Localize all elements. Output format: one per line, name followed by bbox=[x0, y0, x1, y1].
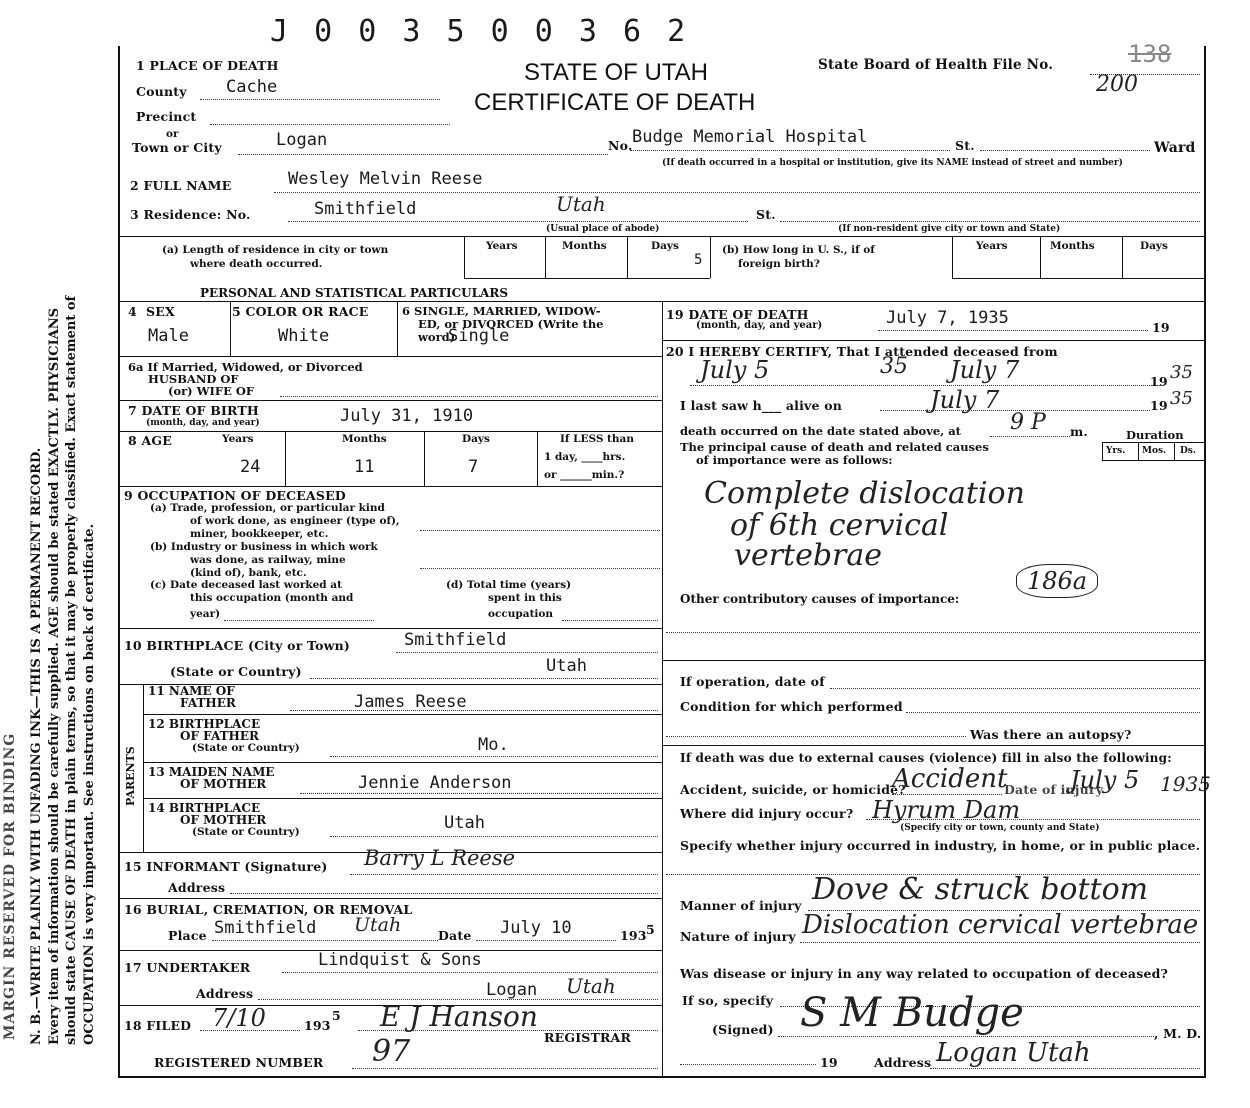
residence-st-label: St. bbox=[756, 207, 776, 222]
occupation-c: (c) Date deceased last worked at bbox=[150, 579, 342, 591]
attended-to-year: 35 bbox=[1170, 362, 1193, 383]
undertaker-address-state: Utah bbox=[566, 974, 616, 998]
dob-value: July 31, 1910 bbox=[340, 406, 474, 426]
certify-label: 20 I HEREBY CERTIFY, That I attended deceased from bbox=[666, 344, 1058, 359]
certificate-title: CERTIFICATE OF DEATH bbox=[474, 89, 756, 116]
attend-year-prefix: 19 bbox=[1150, 374, 1168, 389]
street-label: St. bbox=[955, 138, 975, 153]
burial-label: 16 BURIAL, CREMATION, OR REMOVAL bbox=[124, 902, 413, 917]
mother-birthplace-label-3: (State or Country) bbox=[192, 826, 300, 838]
registrar-signature: E J Hanson bbox=[380, 1000, 538, 1033]
nature-value: Dislocation cervical vertebrae bbox=[802, 910, 1199, 940]
town-value: Logan bbox=[276, 130, 328, 150]
abode-note: (Usual place of abode) bbox=[546, 224, 660, 234]
duration-yrs: Yrs. bbox=[1106, 446, 1126, 456]
registered-number-label: REGISTERED NUMBER bbox=[154, 1055, 324, 1070]
physician-signature: S M Budge bbox=[800, 990, 1024, 1036]
birthplace-value: Smithfield bbox=[404, 630, 507, 650]
undertaker-address-label: Address bbox=[196, 986, 254, 1001]
occupation-b-2: was done, as railway, mine bbox=[190, 554, 346, 566]
occupation-b: (b) Industry or business in which work bbox=[150, 541, 378, 553]
accident-label: Accident, suicide, or homicide? bbox=[680, 782, 906, 797]
file-number-label: State Board of Health File No. bbox=[818, 57, 1054, 73]
ward-label: Ward bbox=[1154, 140, 1196, 156]
occupation-c-3: year) bbox=[190, 608, 221, 620]
certificate-serial: J 0 0 3 5 0 0 3 6 2 bbox=[270, 14, 690, 49]
us-residence-label-2: foreign birth? bbox=[738, 258, 820, 270]
date-of-death: July 7, 1935 bbox=[886, 308, 1009, 328]
res-days-header: Days bbox=[651, 240, 679, 252]
manner-label: Manner of injury bbox=[680, 898, 802, 913]
informant-signature: Barry L Reese bbox=[364, 846, 516, 870]
file-number: 200 bbox=[1096, 72, 1138, 97]
age-months-header: Months bbox=[342, 433, 387, 445]
mother-birthplace: Utah bbox=[444, 813, 485, 833]
cause-line-3: vertebrae bbox=[734, 538, 883, 573]
father-birthplace-label-2: OF FATHER bbox=[180, 729, 260, 743]
occupation-b-3: (kind of), bank, etc. bbox=[190, 567, 307, 579]
birthplace-state-label: (State or Country) bbox=[170, 664, 302, 679]
us-months-header: Months bbox=[1050, 240, 1095, 252]
precinct-label: Precinct bbox=[136, 109, 197, 124]
informant-label: 15 INFORMANT (Signature) bbox=[124, 859, 328, 874]
occupation-a-3: miner, bookkeeper, etc. bbox=[190, 528, 329, 540]
burial-year-suffix: 5 bbox=[646, 922, 655, 937]
mother-birthplace-label-2: OF MOTHER bbox=[180, 813, 267, 827]
signed-year-prefix: 19 bbox=[820, 1055, 838, 1070]
residence-value: Smithfield bbox=[314, 199, 417, 219]
marital-value: Single bbox=[448, 326, 510, 346]
length-of-residence-label-2: where death occurred. bbox=[190, 258, 323, 270]
death-time-m: m. bbox=[1070, 424, 1088, 439]
undertaker-address: Logan bbox=[486, 980, 538, 1000]
husband-of-label: HUSBAND OF bbox=[148, 372, 239, 386]
us-years-header: Years bbox=[976, 240, 1008, 252]
sex-label: SEX bbox=[146, 304, 175, 319]
age-days-header: Days bbox=[462, 433, 490, 445]
binding-margin-note: MARGIN RESERVED FOR BINDING bbox=[2, 732, 18, 1040]
nonresident-note: (If non-resident give city or town and State) bbox=[838, 224, 1061, 234]
md-label: , M. D. bbox=[1154, 1026, 1202, 1041]
res-days-value: 5 bbox=[694, 252, 703, 268]
occupation-a: (a) Trade, profession, or particular kind bbox=[150, 502, 385, 514]
cause-line-2: of 6th cervical bbox=[730, 508, 949, 543]
filed-year-prefix: 193 bbox=[304, 1018, 331, 1033]
nature-label: Nature of injury bbox=[680, 929, 796, 944]
birthplace-label: 10 BIRTHPLACE (City or Town) bbox=[124, 638, 350, 653]
where-injury-label: Where did injury occur? bbox=[680, 806, 854, 821]
occupation-related-label: Was disease or injury in any way related to occupation of deceased? bbox=[680, 966, 1169, 981]
accident-value: Accident bbox=[892, 764, 1008, 794]
signed-label: (Signed) bbox=[712, 1022, 774, 1037]
father-name-label-2: FATHER bbox=[180, 696, 236, 710]
occupation-d-3: occupation bbox=[488, 608, 554, 620]
date-of-injury-label: Date of injury bbox=[1004, 782, 1104, 797]
duration-header: Duration bbox=[1126, 428, 1184, 442]
color-label: 5 COLOR OR RACE bbox=[232, 304, 369, 319]
marital-label: 6 SINGLE, MARRIED, WIDOW- bbox=[402, 304, 601, 318]
contributory-label: Other contributory causes of importance: bbox=[680, 592, 960, 606]
date-of-injury-year: 1935 bbox=[1160, 772, 1211, 796]
burial-place-label: Place bbox=[168, 928, 207, 943]
mother-name-label: 13 MAIDEN NAME bbox=[148, 765, 275, 779]
autopsy-label: Was there an autopsy? bbox=[970, 727, 1132, 742]
date-of-death-sub: (month, day, and year) bbox=[696, 320, 823, 331]
cause-label: The principal cause of death and related causes bbox=[680, 440, 989, 454]
external-causes-intro: If death was due to external causes (violence) fill in also the following: bbox=[680, 751, 1172, 765]
attended-from-year: 35 bbox=[880, 354, 908, 379]
marital-label-3: word) bbox=[418, 330, 456, 344]
dob-label: 7 DATE OF BIRTH bbox=[128, 403, 259, 418]
date-of-injury: July 5 bbox=[1070, 766, 1140, 794]
occupation-c-2: this occupation (month and bbox=[190, 592, 354, 604]
occupation-d: (d) Total time (years) bbox=[446, 579, 572, 591]
age-years: 24 bbox=[240, 457, 261, 477]
attended-to: July 7 bbox=[950, 356, 1020, 384]
street-number-label: No. bbox=[608, 138, 633, 153]
sex-value: Male bbox=[148, 326, 189, 346]
less-than-label: If LESS than bbox=[560, 433, 634, 445]
town-label: Town or City bbox=[132, 140, 222, 155]
marital-label-2: ED, or DIVORCED (Write the bbox=[418, 317, 604, 331]
father-name: James Reese bbox=[354, 692, 467, 712]
cause-line-1: Complete dislocation bbox=[704, 476, 1025, 511]
county-value: Cache bbox=[226, 77, 278, 97]
residence-label: 3 Residence: No. bbox=[130, 207, 251, 222]
wife-of-label: (or) WIFE OF bbox=[168, 384, 255, 398]
father-name-label: 11 NAME OF bbox=[148, 684, 235, 698]
or-label: or bbox=[166, 128, 179, 140]
death-time: 9 P bbox=[1010, 410, 1046, 435]
residence-state-handwritten: Utah bbox=[556, 192, 606, 216]
informant-address-label: Address bbox=[168, 880, 226, 895]
attended-from: July 5 bbox=[700, 356, 770, 384]
mother-birthplace-label: 14 BIRTHPLACE bbox=[148, 801, 261, 815]
last-saw-year-prefix: 19 bbox=[1150, 398, 1168, 413]
filed-date: 7/10 bbox=[212, 1004, 266, 1032]
us-residence-label: (b) How long in U. S., if of bbox=[722, 244, 875, 256]
less-than-min: or ______min.? bbox=[544, 469, 625, 481]
less-than-hrs: 1 day, ____hrs. bbox=[544, 451, 626, 463]
length-of-residence-label: (a) Length of residence in city or town bbox=[162, 244, 389, 256]
father-birthplace-label: 12 BIRTHPLACE bbox=[148, 717, 261, 731]
burial-date-label: Date bbox=[438, 928, 472, 943]
personal-particulars-heading: PERSONAL AND STATISTICAL PARTICULARS bbox=[200, 286, 509, 300]
full-name-value: Wesley Melvin Reese bbox=[288, 169, 483, 189]
mother-name-label-2: OF MOTHER bbox=[180, 777, 267, 791]
county-label: County bbox=[136, 84, 187, 99]
file-number-struck: 138 bbox=[1128, 40, 1172, 68]
operation-label: If operation, date of bbox=[680, 674, 825, 689]
occupation-d-2: spent in this bbox=[488, 592, 562, 604]
sex-label-number: 4 bbox=[128, 304, 137, 319]
age-years-header: Years bbox=[222, 433, 254, 445]
burial-place-state: Utah bbox=[354, 914, 402, 936]
hospital-note: (If death occurred in a hospital or institution, give its NAME instead of street and number) bbox=[662, 158, 1123, 168]
margin-instruction-4: OCCUPATION is very important. See instructions on back of certificate. bbox=[82, 523, 97, 1045]
state-title: STATE OF UTAH bbox=[524, 59, 708, 86]
occupation-a-2: of work done, as engineer (type of), bbox=[190, 515, 400, 527]
date-of-death-label: 19 DATE OF DEATH bbox=[666, 307, 809, 322]
registrar-label: REGISTRAR bbox=[544, 1030, 632, 1045]
last-saw-year: 35 bbox=[1170, 388, 1193, 409]
place-of-death-heading: 1 PLACE OF DEATH bbox=[136, 58, 279, 73]
where-injury: Hyrum Dam bbox=[872, 796, 1021, 824]
cause-label-2: of importance were as follows: bbox=[696, 453, 893, 467]
physician-address-label: Address bbox=[874, 1055, 932, 1070]
margin-instruction-2: Every item of information should be carefully supplied. AGE should be stated EXACTLY. PHYSICIANS bbox=[47, 307, 62, 1045]
dob-sub-label: (month, day, and year) bbox=[146, 418, 260, 428]
last-saw-date: July 7 bbox=[930, 386, 1000, 414]
death-occurred-label: death occurred on the date stated above, at bbox=[680, 424, 961, 438]
filed-year-suffix: 5 bbox=[332, 1008, 341, 1023]
burial-date: July 10 bbox=[500, 918, 572, 938]
mother-name: Jennie Anderson bbox=[358, 773, 512, 793]
where-injury-note: (Specify city or town, county and State) bbox=[900, 823, 1100, 833]
spouse-label: 6a If Married, Widowed, or Divorced bbox=[128, 360, 363, 374]
margin-instruction-1: N. B.—WRITE PLAINLY WITH UNFADING INK—THIS IS A PERMANENT RECORD. bbox=[29, 447, 44, 1045]
full-name-label: 2 FULL NAME bbox=[130, 178, 232, 193]
father-birthplace-label-3: (State or Country) bbox=[192, 742, 300, 754]
age-days: 7 bbox=[468, 457, 479, 477]
cause-code: 186a bbox=[1016, 564, 1098, 598]
age-months: 11 bbox=[354, 457, 375, 477]
father-birthplace: Mo. bbox=[478, 735, 509, 755]
filed-label: 18 FILED bbox=[124, 1018, 192, 1033]
res-years-header: Years bbox=[486, 240, 518, 252]
duration-ds: Ds. bbox=[1180, 446, 1197, 456]
color-value: White bbox=[278, 326, 330, 346]
birthplace-state-value: Utah bbox=[546, 656, 587, 676]
condition-label: Condition for which performed bbox=[680, 699, 903, 714]
specify-injury-place-label: Specify whether injury occurred in industry, in home, or in public place. bbox=[680, 838, 1201, 853]
undertaker-value: Lindquist & Sons bbox=[318, 950, 482, 970]
res-months-header: Months bbox=[562, 240, 607, 252]
us-days-header: Days bbox=[1140, 240, 1168, 252]
hospital-name: Budge Memorial Hospital bbox=[632, 127, 868, 147]
undertaker-label: 17 UNDERTAKER bbox=[124, 960, 251, 975]
burial-year-prefix: 193 bbox=[620, 928, 647, 943]
parents-side-label: PARENTS bbox=[124, 746, 137, 806]
physician-address: Logan Utah bbox=[936, 1038, 1091, 1068]
if-so-specify-label: If so, specify bbox=[682, 993, 774, 1008]
age-label: 8 AGE bbox=[128, 433, 172, 448]
occupation-heading: 9 OCCUPATION OF DECEASED bbox=[124, 488, 346, 503]
manner-value: Dove & struck bottom bbox=[812, 872, 1149, 907]
dod-year-prefix: 19 bbox=[1152, 320, 1170, 335]
margin-instruction-3: should state CAUSE OF DEATH in plain terms, so that it may be properly classified. Exact statement of bbox=[64, 295, 79, 1045]
burial-place: Smithfield bbox=[214, 918, 317, 938]
duration-mos: Mos. bbox=[1142, 446, 1167, 456]
last-saw-label: I last saw h___ alive on bbox=[680, 398, 843, 413]
registered-number: 97 bbox=[372, 1034, 411, 1069]
